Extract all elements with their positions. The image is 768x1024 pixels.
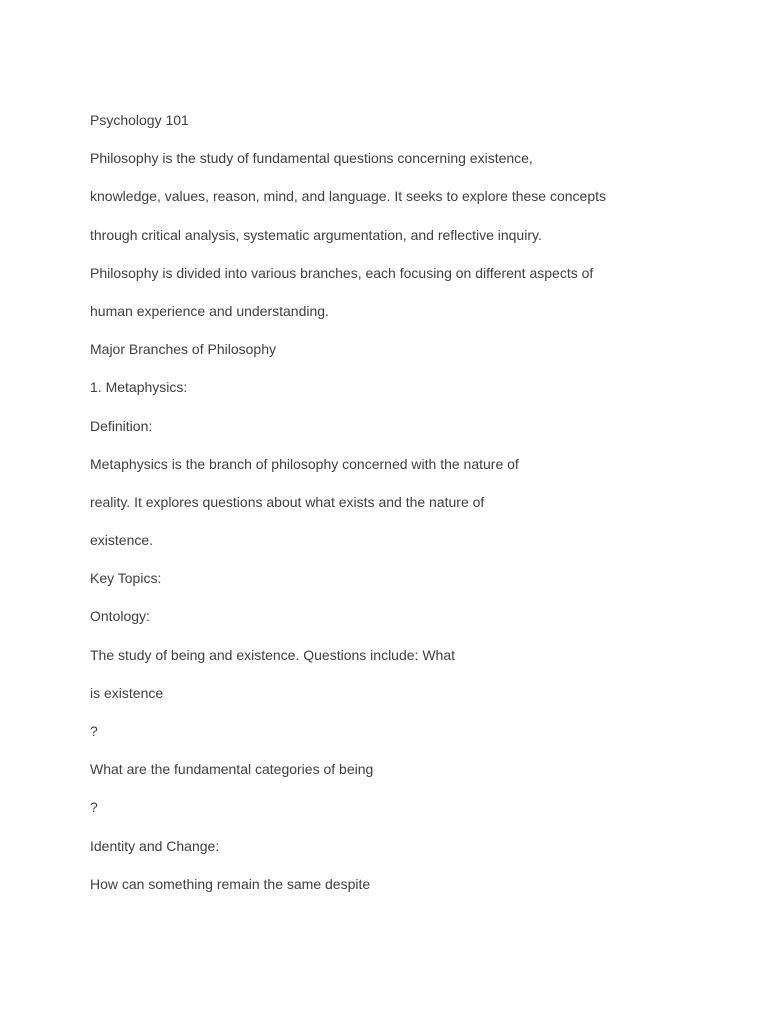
- text-line: What are the fundamental categories of being: [90, 761, 374, 778]
- section-heading: Major Branches of Philosophy: [90, 341, 276, 358]
- text-line: human experience and understanding.: [90, 302, 329, 319]
- text-line: reality. It explores questions about what exists and the nature of: [90, 493, 485, 510]
- text-line: Philosophy is the study of fundamental questions concerning existence,: [90, 150, 533, 167]
- text-line: is existence: [90, 684, 164, 701]
- text-line: The study of being and existence. Questions include: What: [90, 646, 455, 663]
- subsection-heading: 1. Metaphysics:: [90, 379, 188, 396]
- text-line: existence.: [90, 532, 154, 549]
- document-body: [90, 110, 730, 912]
- definition-label: Definition:: [90, 417, 153, 434]
- text-line: Philosophy is divided into various branches, each focusing on different aspects of: [90, 264, 594, 281]
- text-line: knowledge, values, reason, mind, and language. It seeks to explore these concepts: [90, 188, 606, 205]
- text-line: ?: [90, 799, 98, 816]
- text-line: ?: [90, 723, 98, 739]
- key-topics-label: Key Topics:: [90, 570, 162, 587]
- text-line: How can something remain the same despite: [90, 875, 371, 892]
- topic-label: Identity and Change:: [90, 837, 220, 854]
- document-title: Psychology 101: [90, 112, 189, 128]
- text-line: Metaphysics is the branch of philosophy concerned with the nature of: [90, 455, 519, 472]
- topic-label: Ontology:: [90, 608, 150, 625]
- text-line: through critical analysis, systematic argumentation, and reflective inquiry.: [90, 226, 542, 243]
